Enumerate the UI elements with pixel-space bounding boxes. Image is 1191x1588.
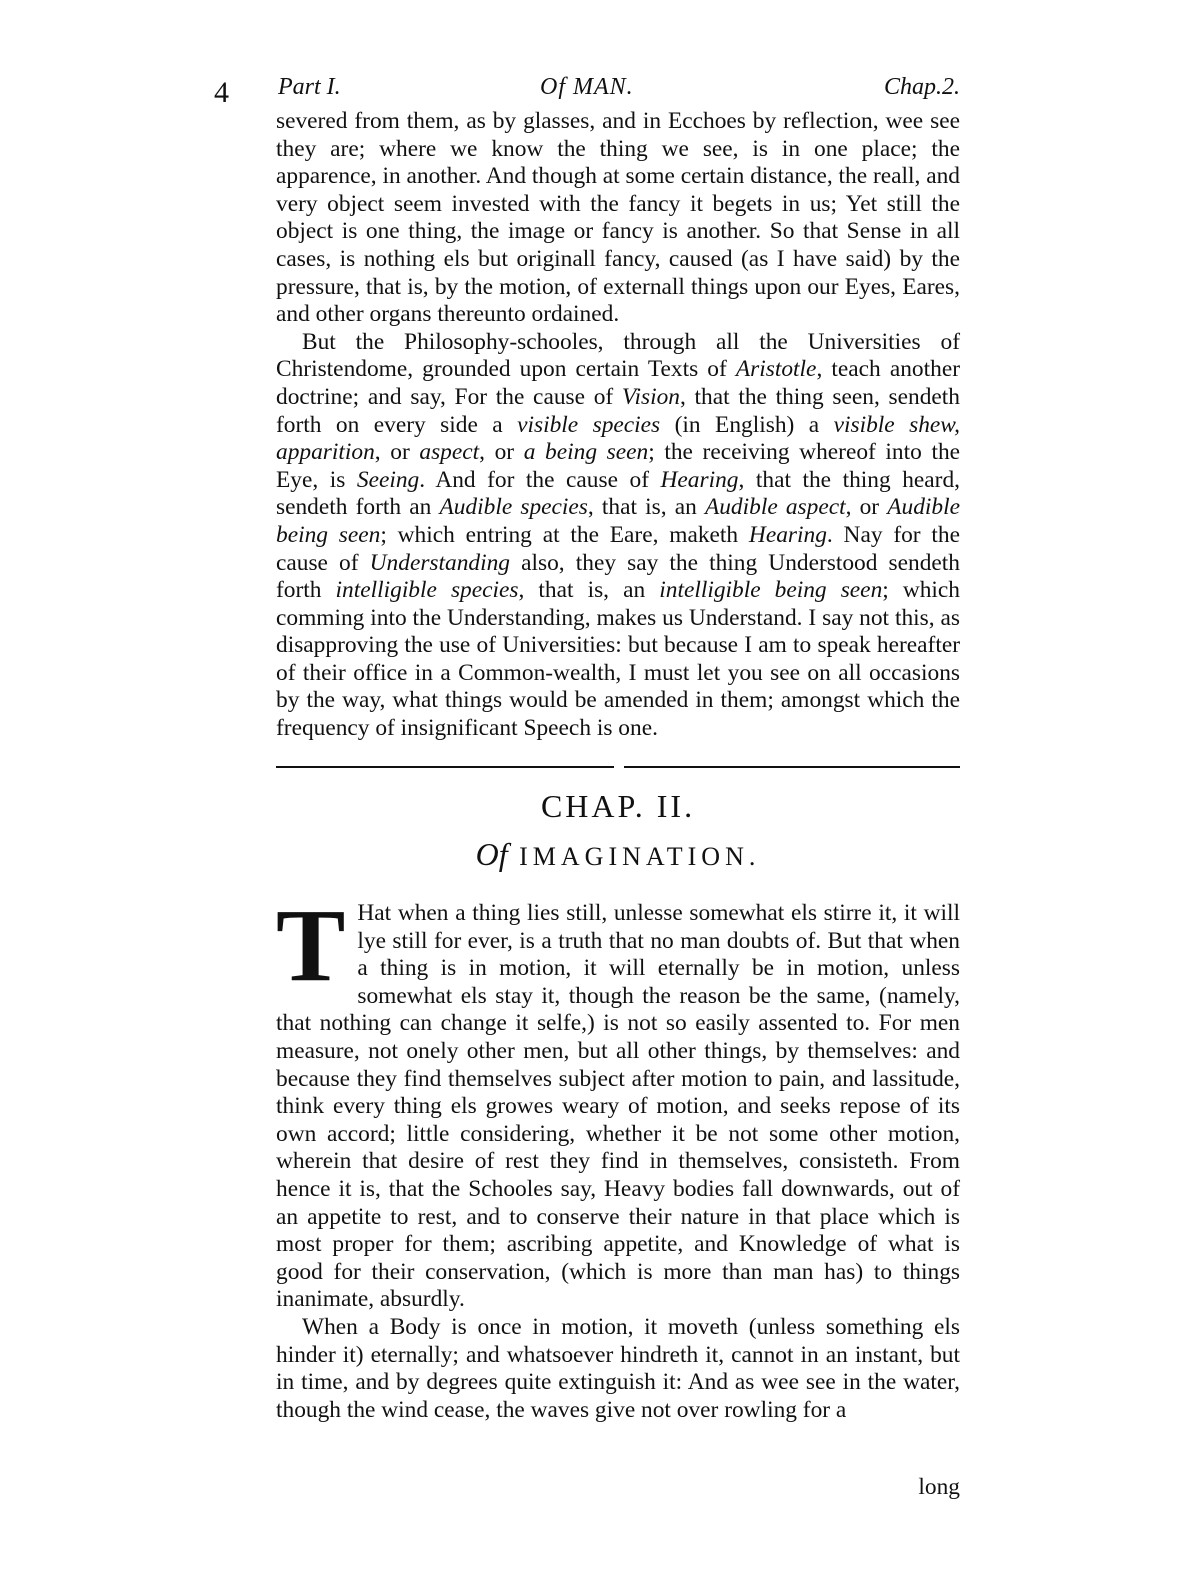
text-run: But the Philosophy-schooles, through all the Universities of Christendome, grounded upon certain Texts of — [276, 328, 960, 383]
italic-phrase: Audible being seen — [276, 494, 961, 548]
text-run: severed from them, as by glasses, and in Ecchoes by reflection, wee see they are; where we know the thing we see, is in one place; the apparence, in another. And though at some certain distance, the reall, and very object seem invested with the fancy it begets in us; Yet still the object is one thing, the image or fancy is another. So that Sense in all cases, is nothing els but originall fancy, caused (as I have said) by the pressure, that is, by the motion, of externall things upon our Eyes, Eares, and other organs thereunto ordained. — [276, 108, 960, 328]
text-run: . Nay for the cause of — [276, 521, 960, 576]
italic-phrase: Audible species — [439, 494, 588, 521]
page-number: 4 — [214, 76, 229, 109]
chapter-text — [276, 888, 960, 1424]
italic-phrase: aspect — [419, 439, 480, 466]
running-head-title: Of MAN. — [540, 74, 634, 100]
running-head-chapter: Chap.2. — [883, 74, 960, 100]
paragraph — [276, 888, 960, 1314]
running-head-part: Part I. — [278, 74, 341, 100]
text-run: ; which entring at the Eare, maketh — [380, 521, 749, 548]
text-run: , that the thing seen, sendeth forth on every side a — [276, 383, 960, 438]
italic-phrase: Seeing — [356, 466, 420, 493]
text-run: ; which comming into the Understanding, makes us Understand. I say not this, as disapproving the use of Universities: but because I am to speak hereafter of their office in a Common-wealth, I must let you see on all occasions by the way, what things would be amended in them; amongst which the frequency of insignificant Speech is one. — [276, 577, 960, 742]
chapter-subtitle-word: IMAGINATION. — [519, 842, 761, 871]
text-run: , or — [845, 494, 888, 521]
italic-phrase: Hearing — [748, 521, 827, 548]
divider-rule — [276, 766, 614, 768]
divider-rule — [624, 766, 960, 768]
chapter-heading: CHAP. II. — [540, 788, 696, 824]
italic-phrase: visible shew, apparition — [276, 411, 960, 466]
chapter-subtitle-of: Of — [475, 836, 508, 872]
text-run: (in English) a — [660, 411, 834, 438]
text-run: When a Body is once in motion, it moveth (unless something els hinder it) eternally; and whatsoever hindreth it, cannot in an instant, but in time, and by degrees quite extinguish it: And as wee see in the water, though the wind cease, the waves give not over rowling for a — [276, 1313, 960, 1423]
section-divider — [276, 766, 960, 772]
paragraph — [276, 329, 960, 743]
chapter-subtitle — [276, 836, 960, 873]
text-run: ; the receiving whereof into the Eye, is — [276, 439, 961, 493]
text-run: Hat when a thing lies still, unlesse somewhat els stirre it, it will lye still for ever, is a truth that no man doubts of. But that when a thing is in motion, it will eternally be in motion, unless somewhat els stay it, though the reason be the same, (namely, that nothing can change it selfe,) is not so easily assented to. For men measure, not onely other men, but all other things, by themselves: and because they find themselves subject after motion to pain, and lassitude, think every thing els growes weary of motion, and seeks repose of its own accord; little considering, whether it be not some other motion, wherein that desire of rest they find in themselves, consisteth. From hence it is, that the Schooles say, Heavy bodies fall downwards, out of an appetite to rest, and to conserve their nature in that place which is most proper for them; ascribing appetite, and Knowledge of what is good for their conservation, (which is more than man has) to things inanimate, absurdly. — [276, 900, 960, 1313]
text-run: , that is, an — [518, 577, 660, 604]
text-run: , teach another doctrine; and say, For the cause of — [276, 356, 960, 410]
paragraph-body — [276, 888, 960, 1313]
italic-phrase: a being seen — [523, 439, 649, 466]
italic-phrase: Vision — [621, 383, 680, 410]
text-run: , or — [479, 439, 524, 466]
catchword: long — [918, 1474, 960, 1500]
italic-phrase: visible species — [517, 411, 661, 438]
italic-phrase: intelligible species — [335, 577, 519, 604]
text-run: . And for the cause of — [419, 466, 661, 493]
italic-phrase: Audible aspect — [704, 494, 846, 521]
continuation-text — [276, 108, 960, 743]
drop-cap: T — [276, 888, 346, 1003]
italic-phrase: Hearing — [660, 466, 739, 493]
text-run: , that is, an — [587, 494, 705, 521]
paragraph — [276, 1314, 960, 1424]
running-head — [278, 74, 960, 108]
paragraph — [276, 108, 960, 329]
italic-phrase: Aristotle — [735, 356, 817, 383]
italic-phrase: Understanding — [369, 549, 511, 576]
text-run: also, they say the thing Understood sendeth forth — [276, 549, 961, 604]
text-run: , that the thing heard, sendeth forth an — [276, 466, 960, 521]
text-run: , or — [374, 439, 420, 466]
italic-phrase: intelligible being seen — [659, 577, 883, 604]
